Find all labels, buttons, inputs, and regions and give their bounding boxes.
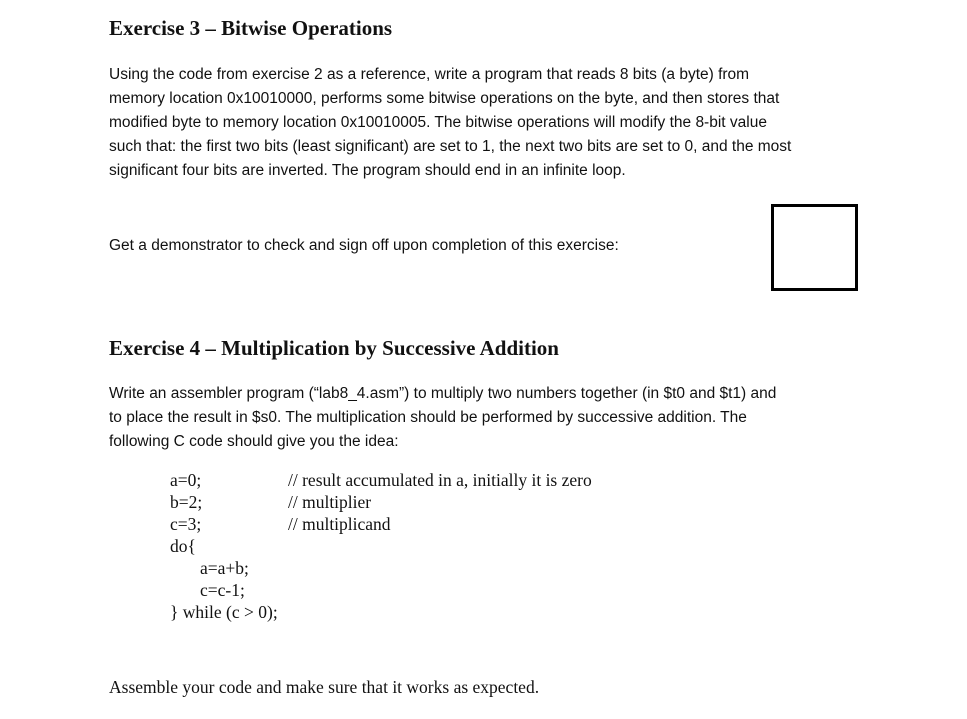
exercise4-line-2: to place the result in $s0. The multiplication should be performed by successive addition. The — [109, 409, 747, 426]
exercise3-heading: Exercise 3 – Bitwise Operations — [109, 16, 393, 40]
exercise3-paragraph — [109, 63, 869, 183]
code-line-do: do{ — [170, 536, 196, 556]
code-comment-c: // multiplicand — [288, 514, 391, 534]
signoff-text — [109, 234, 869, 258]
closing-instruction: Assemble your code and make sure that it works as expected. — [109, 677, 540, 697]
exercise3-line-4: such that: the first two bits (least significant) are set to 1, the next two bits are set to 0, and the most — [109, 138, 792, 155]
exercise3-line-1: Using the code from exercise 2 as a reference, write a program that reads 8 bits (a byte) from — [109, 66, 750, 83]
code-line-dec: c=c-1; — [200, 580, 245, 600]
exercise4-heading: Exercise 4 – Multiplication by Successive Addition — [109, 336, 559, 360]
exercise3-line-5: significant four bits are inverted. The program should end in an infinite loop. — [109, 162, 626, 179]
exercise3-line-2: memory location 0x10010000, performs some bitwise operations on the byte, and then stores that — [109, 90, 780, 107]
code-line-add: a=a+b; — [200, 558, 249, 578]
exercise4-paragraph — [109, 382, 869, 454]
code-line-while: } while (c > 0); — [170, 602, 278, 622]
exercise3-line-3: modified byte to memory location 0x10010005. The bitwise operations will modify the 8-bit value — [109, 114, 767, 131]
code-comment-b: // multiplier — [288, 492, 372, 512]
code-line-b: b=2; — [170, 492, 203, 512]
exercise4-line-1: Write an assembler program (“lab8_4.asm”) to multiply two numbers together (in $t0 and $t1) and — [109, 385, 777, 402]
exercise4-line-3: following C code should give you the idea: — [109, 433, 399, 450]
signoff-line: Get a demonstrator to check and sign off upon completion of this exercise: — [109, 237, 619, 254]
signoff-checkbox[interactable] — [771, 204, 858, 291]
code-line-c: c=3; — [170, 514, 202, 534]
code-line-a: a=0; — [170, 470, 202, 490]
code-comment-a: // result accumulated in a, initially it is zero — [288, 470, 592, 490]
